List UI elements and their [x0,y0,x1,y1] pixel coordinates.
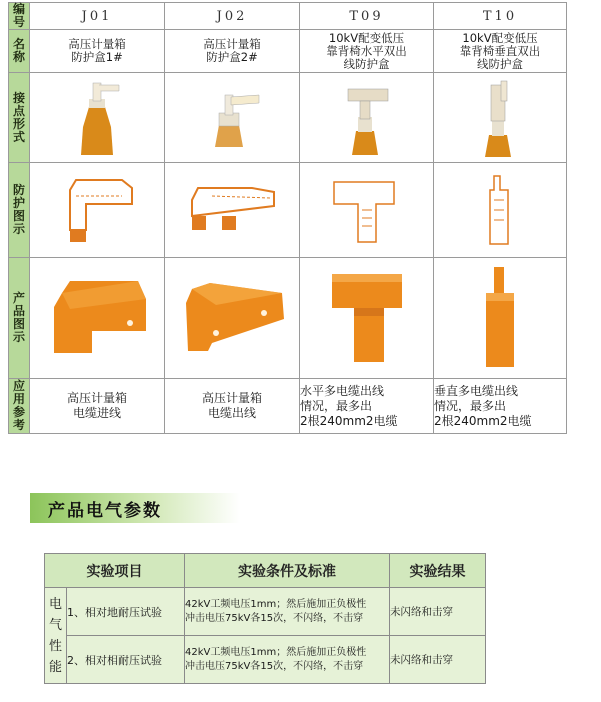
name-j02: 高压计量箱 防护盒2# [165,30,300,73]
test-result-phase-to-phase: 未闪络和击穿 [390,636,486,684]
name-j01: 高压计量箱 防护盒1# [30,30,165,73]
row-label-protection: 防 护 图 示 [9,163,30,258]
application-j01: 高压计量箱 电缆进线 [30,379,165,434]
section-title: 产品电气参数 [48,501,162,521]
header-test-result: 实验结果 [390,554,486,588]
electrical-test-table [44,553,486,684]
code-j02: J02 [165,3,300,30]
test-condition-phase-to-phase: 42kV工频电压1mm；然后施加正负极性 冲击电压75kV各15次，不闪络，不击穿 [185,636,390,684]
application-t10: 垂直多电缆出线 情况，最多出 2根240mm2电缆 [434,379,567,434]
code-j01: J01 [30,3,165,30]
application-j02: 高压计量箱 电缆出线 [165,379,300,434]
product-photo-j01 [30,258,165,379]
product-photo-j02 [165,258,300,379]
header-test-item: 实验项目 [45,554,185,588]
row-label-name: 名 称 [9,30,30,73]
contact-image-j02 [165,73,300,163]
row-label-code: 编 号 [9,3,30,30]
test-result-phase-to-ground: 未闪络和击穿 [390,588,486,636]
header-test-condition: 实验条件及标准 [185,554,390,588]
bushing-terminal-icon [67,77,127,159]
test-condition-phase-to-ground: 42kV工频电压1mm；然后施加正负极性 冲击电压75kV各15次，不闪络，不击穿 [185,588,390,636]
protective-box-icon [172,273,292,363]
row-label-application: 应 用 参 考 [9,379,30,434]
row-label-product: 产 品 图 示 [9,258,30,379]
product-table [8,2,567,434]
name-t09: 10kV配变低压 靠背椅水平双出 线防护盒 [300,30,434,73]
protection-drawing-t10 [434,163,567,258]
code-t09: T09 [300,3,434,30]
protective-box-icon [470,263,530,373]
test-item-phase-to-phase: 2、相对相耐压试验 [67,636,185,684]
row-label-contact: 接 点 形 式 [9,73,30,163]
protective-box-icon [322,268,412,368]
protection-drawing-icon [322,170,412,250]
protective-box-icon [42,273,152,363]
contact-image-j01 [30,73,165,163]
bushing-terminal-icon [332,77,402,159]
test-item-phase-to-ground: 1、相对地耐压试验 [67,588,185,636]
category-electrical-performance: 电 气 性 能 [45,588,67,684]
product-photo-t09 [300,258,434,379]
product-photo-t10 [434,258,567,379]
bushing-terminal-icon [465,77,535,159]
protection-drawing-icon [182,170,282,250]
protection-drawing-icon [52,170,142,250]
protection-drawing-t09 [300,163,434,258]
application-t09: 水平多电缆出线 情况，最多出 2根240mm2电缆 [300,379,434,434]
protection-drawing-icon [470,170,530,250]
contact-image-t10 [434,73,567,163]
protection-drawing-j02 [165,163,300,258]
name-t10: 10kV配变低压 靠背椅垂直双出 线防护盒 [434,30,567,73]
protection-drawing-j01 [30,163,165,258]
code-t10: T10 [434,3,567,30]
contact-image-t09 [300,73,434,163]
bushing-terminal-icon [197,77,267,159]
